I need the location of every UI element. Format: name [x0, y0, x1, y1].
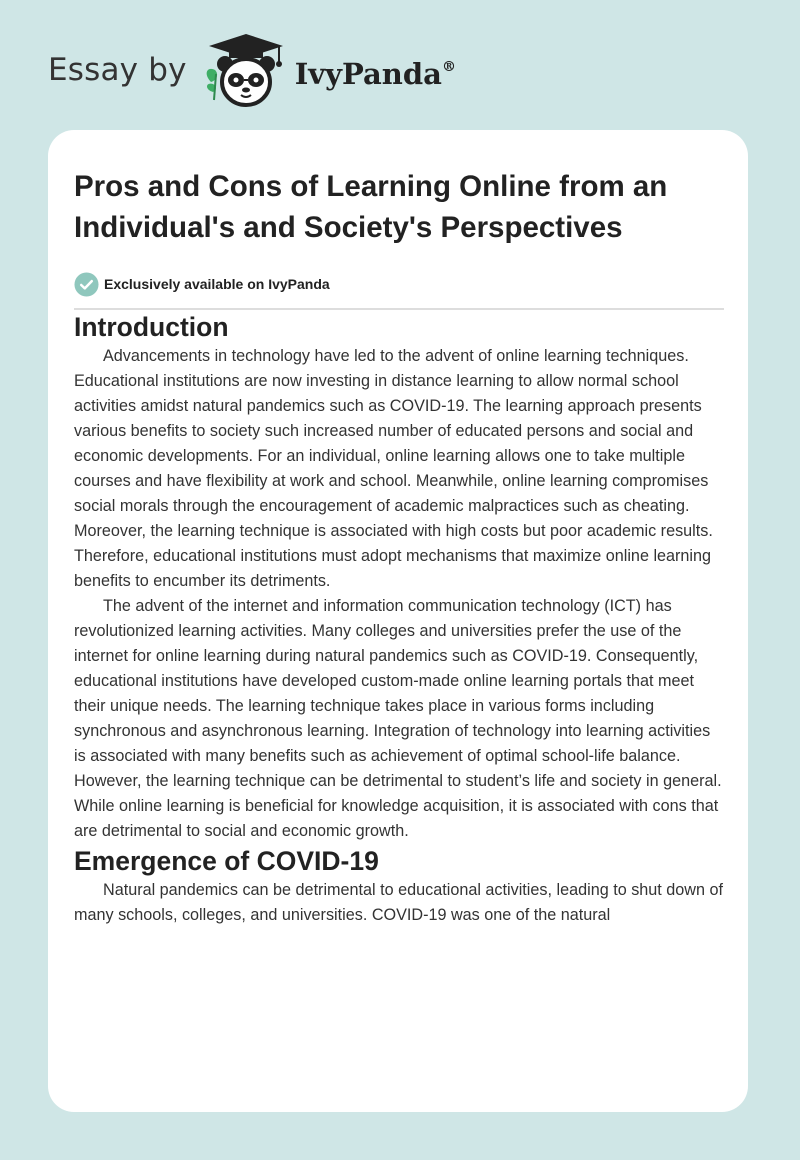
paragraph: Advancements in technology have led to the advent of online learning techniques. Educational institutions are now investing in distance learning to allow normal school activities amidst natural pandemics such as COVID-19. The learning approach presents various benefits to society such increased number of educated persons and social and economic developments. For an individual, online learning allows one to take multiple courses and have flexibility at work and school. Meanwhile, online learning compromises social morals through the encouragement of academic malpractices such as cheating. Moreover, the learning technique is associated with high costs but poor academic results. Therefore, educational institutions must adopt mechanisms that maximize online learning benefits to encumber its detriments.	[74, 347, 713, 590]
essay-by-label: Essay by	[48, 52, 187, 88]
section-heading-introduction: Introduction	[74, 312, 229, 342]
essay-card	[48, 130, 748, 1112]
section-heading-emergence-of-covid-19: Emergence of COVID-19	[74, 846, 379, 876]
essay-content	[74, 166, 724, 928]
registered-mark: ®	[441, 59, 456, 76]
paragraph: Natural pandemics can be detrimental to educational activities, leading to shut down of many schools, colleges, and universities. COVID-19 was one of the natural	[74, 881, 723, 924]
brand-name: IvyPanda®	[294, 57, 456, 91]
exclusive-badge	[74, 271, 724, 297]
site-header	[48, 30, 456, 110]
exclusive-badge-label: Exclusively available on IvyPanda	[104, 276, 330, 292]
panda-graduate-logo-icon[interactable]	[201, 30, 291, 110]
paragraph: The advent of the internet and information communication technology (ICT) has revolutionized learning activities. Many colleges and universities prefer the use of the internet for online learning during natural pandemics such as COVID-19. Consequently, educational institutions have developed custom-made online learning portals that meet their unique needs. The learning technique takes place in various forms including synchronous and asynchronous learning. Integration of technology into learning activities is associated with many benefits such as achievement of optimal school-life balance. However, the learning technique can be detrimental to student’s life and society in general. While online learning is beneficial for knowledge acquisition, it is associated with cons that are detrimental to social and economic growth.	[74, 597, 722, 840]
essay-title: Pros and Cons of Learning Online from an Individual's and Society's Perspectives	[74, 170, 668, 244]
check-circle-icon	[74, 272, 99, 297]
